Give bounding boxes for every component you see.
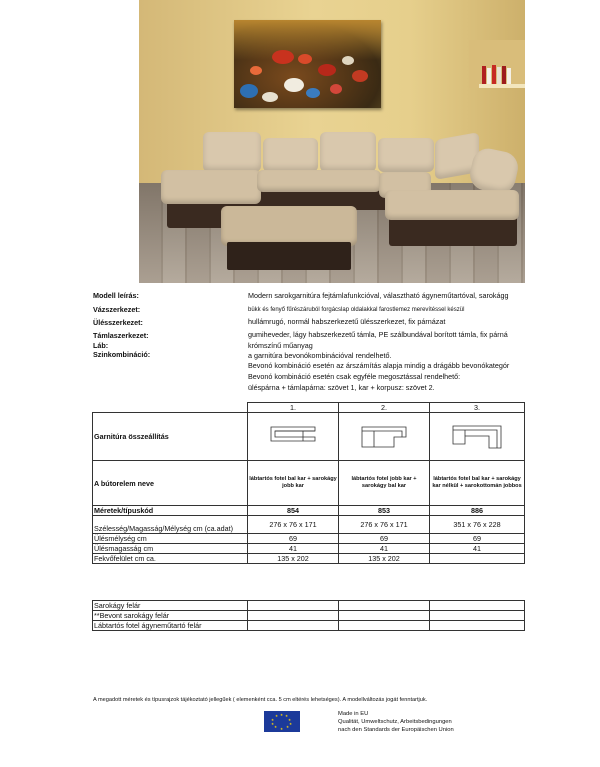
seat-depth-value: 69	[430, 534, 525, 544]
col-number: 3.	[430, 403, 525, 413]
surcharge-table	[92, 600, 525, 631]
dimensions-value: 351 x 76 x 228	[430, 516, 525, 534]
assembly-diagram-853	[339, 413, 430, 461]
desc-extra-line: üléspárna + támlapárna: szövet 1, kar + korpusz: szövet 2.	[248, 383, 435, 392]
desc-extra-line: Bevonó kombináció esetén csak egyféle megosztással rendelhető:	[248, 372, 461, 381]
type-code: 853	[339, 506, 430, 516]
desc-label: Vázszerkezet:	[93, 305, 141, 314]
desc-label: Modell leírás:	[93, 291, 139, 300]
eu-flag-icon: ★ ★ ★ ★ ★ ★ ★ ★ ★ ★	[264, 711, 300, 732]
desc-value: bükk és fenyő fűrészáruból forgácslap oldalakkal farostlemez merevítéssel készül	[248, 307, 465, 313]
sofa-layout-icon	[451, 424, 503, 450]
poppy-painting	[234, 20, 381, 108]
desc-label: Ülésszerkezet:	[93, 318, 143, 327]
row-label-assembly: Garnitúra összeállítás	[93, 413, 248, 461]
surcharge-label: Sarokágy felár	[93, 601, 248, 611]
made-in-eu: Made in EU	[338, 711, 369, 717]
element-name: lábtartós fotel bal kar + sarokágy jobb kar	[248, 461, 339, 506]
row-label-bed-surface: Fekvőfelület cm ca.	[93, 554, 248, 564]
assembly-diagram-854	[248, 413, 339, 461]
element-name: lábtartós fotel bal kar + sarokágy kar nélkül + sarokottomán jobbos	[430, 461, 525, 506]
surcharge-label: **Bevont sarokágy felár	[93, 611, 248, 621]
col-number: 2.	[339, 403, 430, 413]
made-in-eu-line: nach den Standards der Europäischen Union	[338, 727, 454, 733]
desc-value: hullámrugó, normál habszerkezetű ülésszerkezet, fix párnázat	[248, 317, 446, 326]
row-label-seat-height: Ülésmagasság cm	[93, 544, 248, 554]
spec-table	[92, 402, 525, 564]
row-label-seat-depth: Ülésmélység cm	[93, 534, 248, 544]
sofa-layout-icon	[269, 425, 317, 449]
bed-surface-value	[430, 554, 525, 564]
dimensions-value: 276 x 76 x 171	[248, 516, 339, 534]
footnote: A megadott méretek és típusrajzok tájékoztató jellegűek ( elemenként cca. 5 cm eltérés lehetséges). A modellváltozás jogát fenntartjuk.	[93, 697, 428, 703]
row-label-dimensions: Szélesség/Magasság/Mélység cm (ca.adat)	[93, 516, 248, 534]
col-number: 1.	[248, 403, 339, 413]
desc-label: Támlaszerkezet:	[93, 331, 149, 340]
type-code: 854	[248, 506, 339, 516]
dimensions-value: 276 x 76 x 171	[339, 516, 430, 534]
wall-shelf	[479, 84, 525, 88]
made-in-eu-line: Qualität, Umweltschutz, Arbeitsbedingungen	[338, 719, 452, 725]
desc-value: krómszínű műanyag	[248, 341, 313, 350]
seat-depth-value: 69	[339, 534, 430, 544]
seat-depth-value: 69	[248, 534, 339, 544]
desc-value: a garnitúra bevonókombinációval rendelhető.	[248, 351, 392, 360]
seat-height-value: 41	[339, 544, 430, 554]
surcharge-label: Lábtartós fotel ágyneműtartó felár	[93, 621, 248, 631]
desc-extra-line: Bevonó kombináció esetén az árszámítás alapja mindig a drágább bevonókategór	[248, 361, 510, 370]
type-code: 886	[430, 506, 525, 516]
product-photo	[139, 0, 525, 283]
seat-height-value: 41	[248, 544, 339, 554]
desc-label: Szinkombináció:	[93, 350, 151, 359]
row-label-size-type: Méretek/típuskód	[93, 506, 248, 516]
bed-surface-value: 135 x 202	[339, 554, 430, 564]
desc-value: Modern sarokgarnitúra fejtámlafunkcióval, választható ágyneműtartóval, sarokágg	[248, 291, 509, 300]
sofa-layout-icon	[360, 425, 408, 449]
row-label-element-name: A bútorelem neve	[93, 461, 248, 506]
assembly-diagram-886	[430, 413, 525, 461]
desc-value: gumiheveder, lágy habszerkezetű támla, PE szálbundával borított támla, fix párná	[248, 330, 508, 339]
seat-height-value: 41	[430, 544, 525, 554]
desc-label: Láb:	[93, 341, 109, 350]
element-name: lábtartós fotel jobb kar + sarokágy bal kar	[339, 461, 430, 506]
bed-surface-value: 135 x 202	[248, 554, 339, 564]
